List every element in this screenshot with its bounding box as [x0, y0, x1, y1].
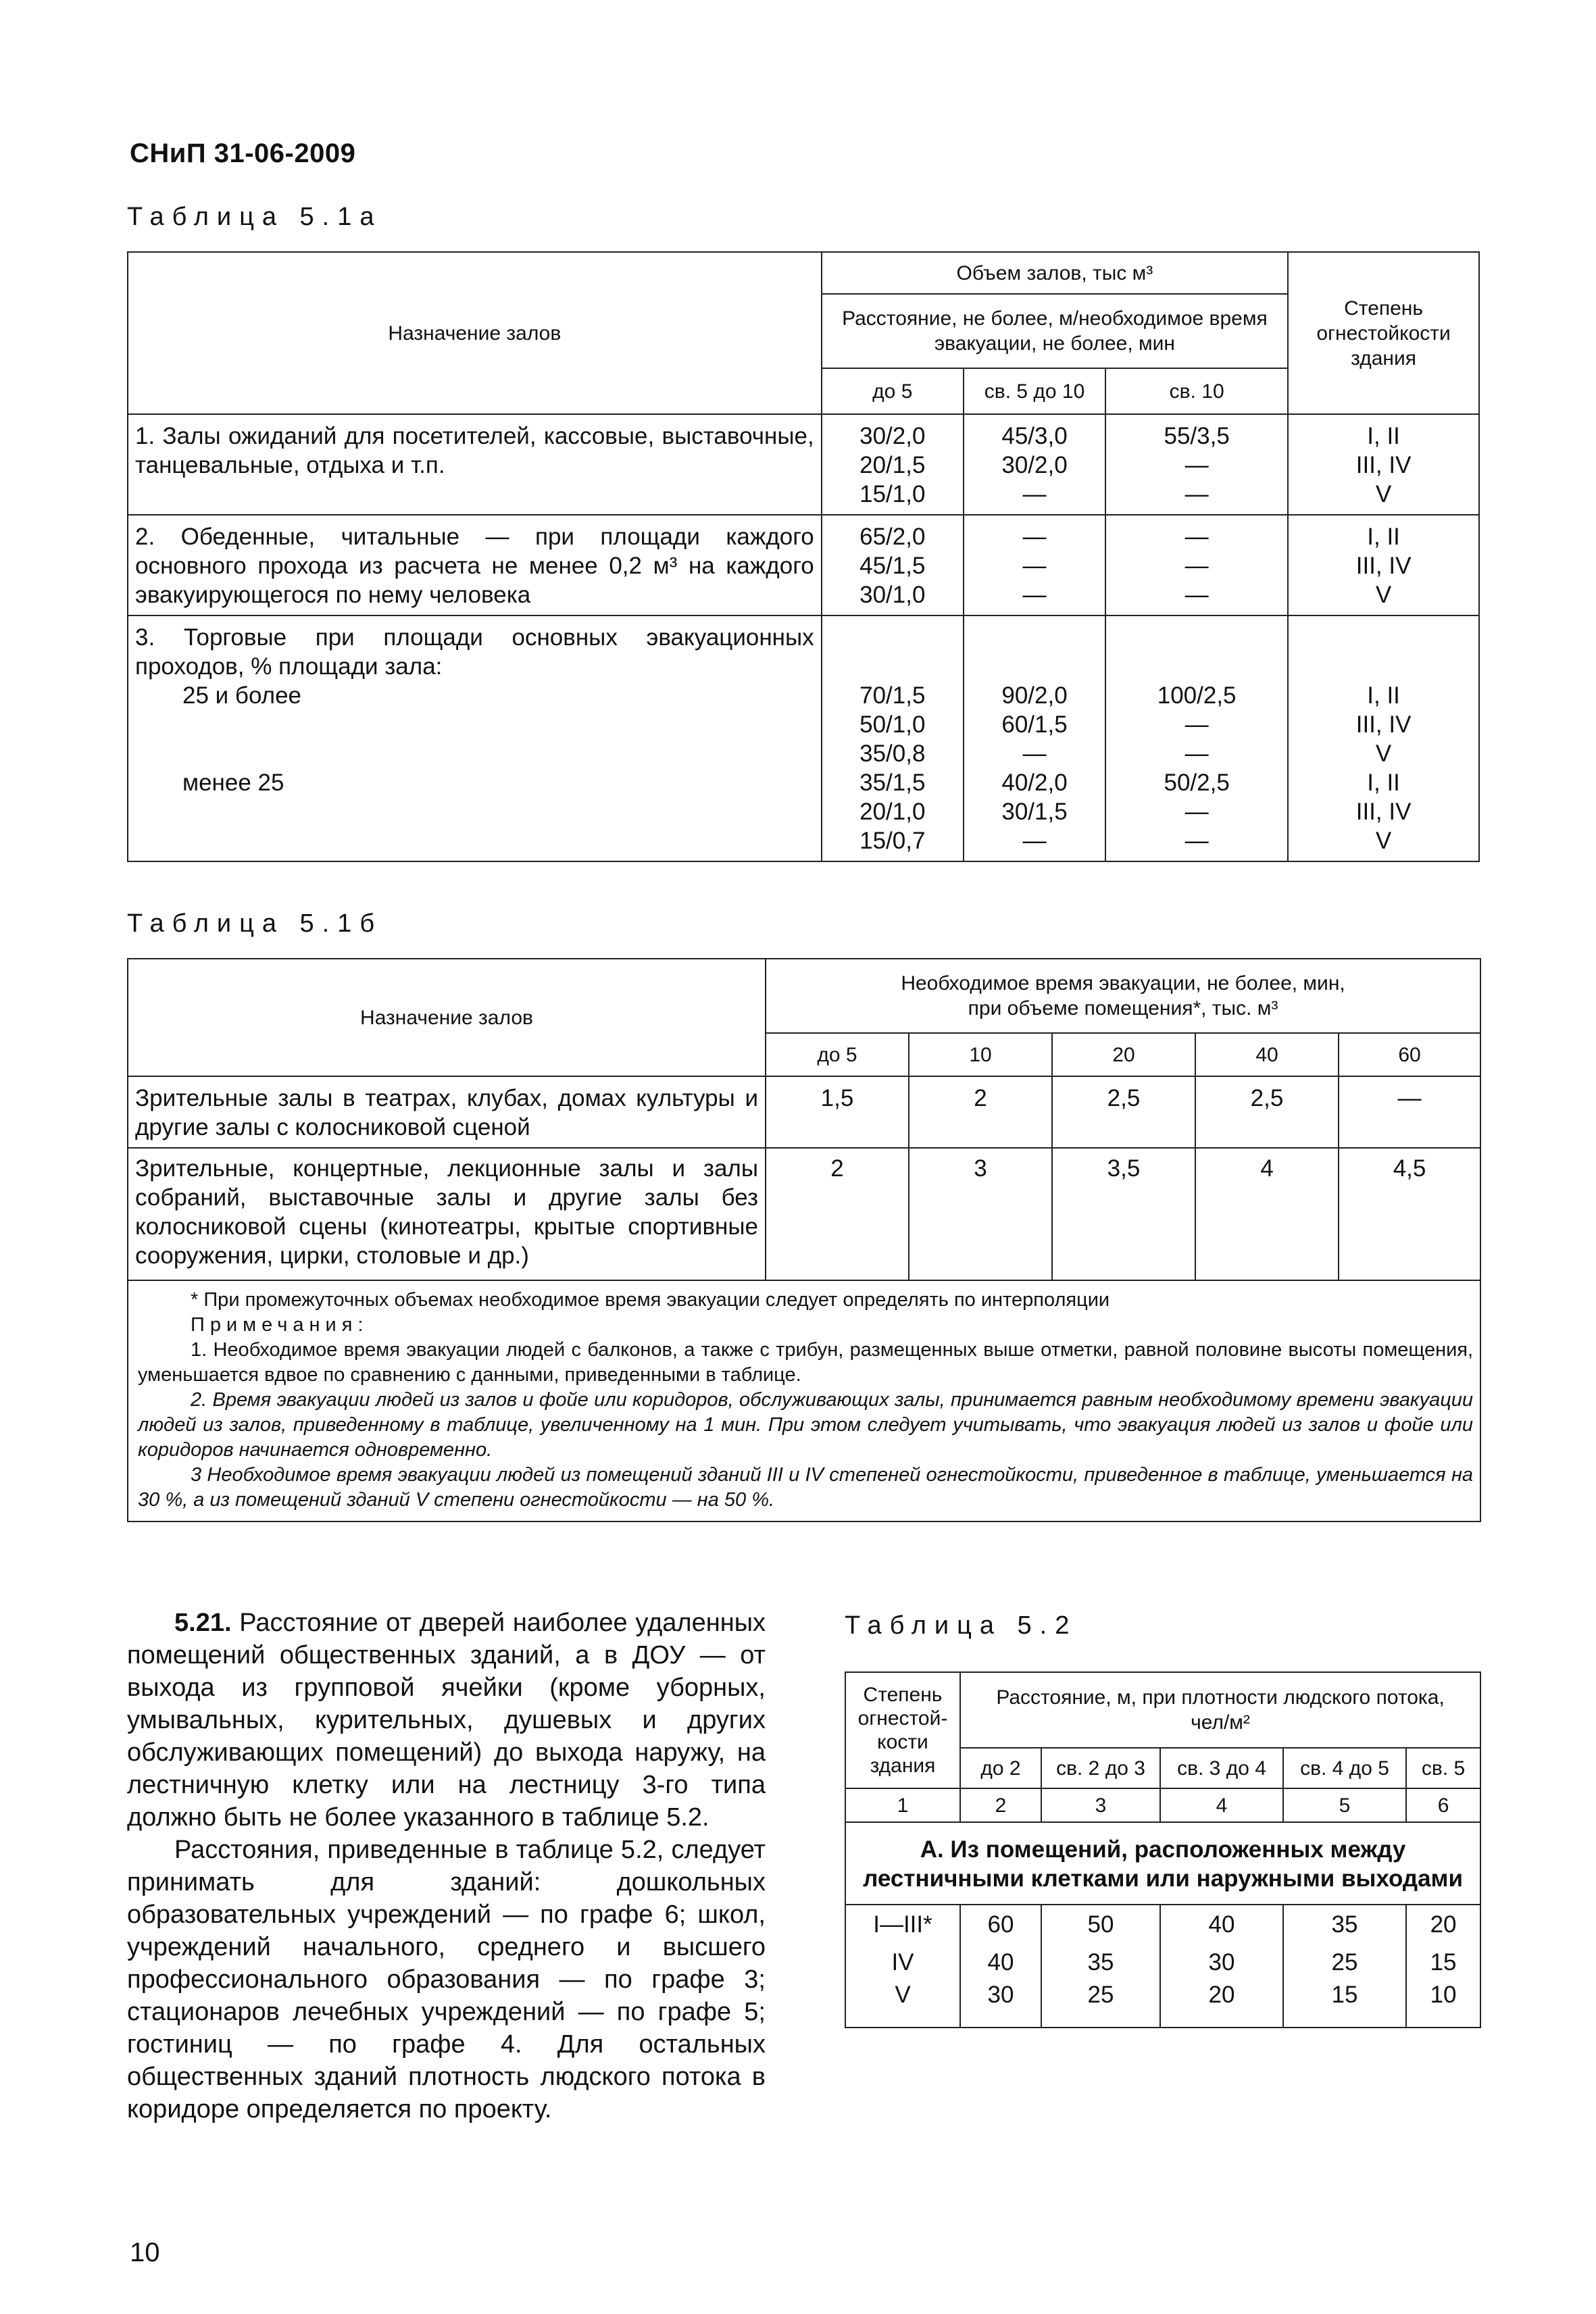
cell: 55/3,5 — —	[1105, 414, 1288, 515]
table-52-caption: Таблица 5.2	[845, 1611, 1078, 1640]
header-purpose: Назначение залов	[128, 252, 822, 414]
cell: 30	[960, 1980, 1041, 2028]
row-purpose: Зрительные залы в театрах, клубах, домах культуры и другие залы с колосниковой сценой	[128, 1076, 766, 1148]
footnote: * При промежуточных объемах необходимое время эвакуации следует определять по интерполяции	[191, 1289, 1110, 1311]
col-header: св. 5	[1406, 1748, 1480, 1788]
cell: I, II III, IV V	[1288, 515, 1479, 615]
cell: 10	[1406, 1980, 1480, 2028]
table-row	[128, 1076, 1480, 1148]
header-purpose: Назначение залов	[128, 959, 766, 1076]
col-header: до 5	[766, 1033, 909, 1076]
cell: 100/2,5 — — 50/2,5 — —	[1105, 615, 1288, 861]
cell: —	[1339, 1076, 1480, 1148]
cell: 2	[909, 1076, 1052, 1148]
row-purpose: 1. Залы ожиданий для посетителей, кассовые, выставочные, танцевальные, отдыха и т.п.	[128, 414, 822, 515]
col-header: до 5	[822, 368, 964, 414]
header-distance: Расстояние, м, при плотности людского потока, чел/м²	[960, 1672, 1480, 1748]
row-purpose-sub: 25 и более	[182, 682, 302, 709]
cell: I, II III, IV V	[1288, 414, 1479, 515]
row-degree: IV	[845, 1944, 960, 1980]
cell: — — —	[964, 515, 1105, 615]
header-distance: Расстояние, не более, м/необходимое время эвакуации, не более, мин	[822, 294, 1288, 368]
table-51a-caption: Таблица 5.1а	[127, 203, 382, 231]
col-number: 5	[1283, 1788, 1406, 1822]
cell: 30	[1160, 1944, 1283, 1980]
cell: 15	[1283, 1980, 1406, 2028]
header-degree: Степень огнестой-кости здания	[845, 1672, 960, 1788]
table-row	[845, 1905, 1480, 1944]
cell: 20	[1160, 1980, 1283, 2028]
cell: 65/2,0 45/1,5 30/1,0	[822, 515, 964, 615]
col-number: 2	[960, 1788, 1041, 1822]
cell: 25	[1283, 1944, 1406, 1980]
col-header: св. 3 до 4	[1160, 1748, 1283, 1788]
header-volume: Объем залов, тыс м³	[822, 252, 1288, 294]
note-1: 1. Необходимое время эвакуации людей с балконов, а также с трибун, размещенных выше отметки, равной половине высоты помещения, уменьшается вдвое по сравнению с данными, приведенными в таблице.	[138, 1339, 1474, 1386]
col-number: 4	[1160, 1788, 1283, 1822]
cell: 1,5	[766, 1076, 909, 1148]
col-header: 40	[1195, 1033, 1339, 1076]
notes-label: Примечания:	[191, 1314, 369, 1336]
table-notes	[128, 1280, 1480, 1521]
cell: 2	[766, 1148, 909, 1280]
cell: 4,5	[1339, 1148, 1480, 1280]
cell: 60	[960, 1905, 1041, 1944]
row-purpose-head: 3. Торговые при площади основных эвакуационных проходов, % площади зала:	[135, 624, 814, 680]
col-header: св. 10	[1105, 368, 1288, 414]
cell: 45/3,0 30/2,0 —	[964, 414, 1105, 515]
col-number: 3	[1041, 1788, 1160, 1822]
table-row	[845, 1944, 1480, 1980]
cell: 40	[960, 1944, 1041, 1980]
table-row	[845, 1980, 1480, 2028]
col-header: 60	[1339, 1033, 1480, 1076]
section-521	[127, 1607, 766, 2126]
cell: 35	[1041, 1944, 1160, 1980]
note-3: 3 Необходимое время эвакуации людей из помещений зданий III и IV степеней огнестойкости, приведенное в таблице, уменьшается на 30 %, а из помещений зданий V степени огнестойкости — на 50 %.	[138, 1464, 1474, 1511]
cell: 3,5	[1052, 1148, 1195, 1280]
cell: 40	[1160, 1905, 1283, 1944]
cell: 90/2,0 60/1,5 — 40/2,0 30/1,5 —	[964, 615, 1105, 861]
col-header: до 2	[960, 1748, 1041, 1788]
table-row	[128, 414, 1479, 515]
row-purpose-sub: менее 25	[182, 770, 284, 796]
cell: 3	[909, 1148, 1052, 1280]
table-51b-caption: Таблица 5.1б	[127, 909, 383, 938]
cell: 2,5	[1052, 1076, 1195, 1148]
cell: 4	[1195, 1148, 1339, 1280]
col-header: св. 5 до 10	[964, 368, 1105, 414]
cell: 2,5	[1195, 1076, 1339, 1148]
cell: I, II III, IV V I, II III, IV V	[1288, 615, 1479, 861]
col-number: 6	[1406, 1788, 1480, 1822]
col-header: св. 4 до 5	[1283, 1748, 1406, 1788]
row-degree: I—III*	[845, 1905, 960, 1944]
cell: 20	[1406, 1905, 1480, 1944]
header-degree: Степень огнестойкости здания	[1288, 252, 1479, 414]
row-degree: V	[845, 1980, 960, 2028]
table-51a	[127, 251, 1480, 862]
section-a-heading: А. Из помещений, расположенных между лестничными клетками или наружными выходами	[845, 1822, 1480, 1905]
row-purpose	[128, 615, 822, 861]
row-purpose: 2. Обеденные, читальные — при площади каждого основного прохода из расчета не менее 0,2 м³ на каждого эвакуирующегося по нему человека	[128, 515, 822, 615]
table-row	[128, 515, 1479, 615]
section-paragraph-2: Расстояния, приведенные в таблице 5.2, следует принимать для зданий: дошкольных образовательных учреждений — по графе 6; школ, учреждений начального, среднего и высшего профессионального образования — по графе 3; стационаров лечебных учреждений — по графе 5; гостиниц — по графе 4. Для остальных общественных зданий плотность людского потока в коридоре определяется по проекту.	[127, 1836, 766, 2123]
col-header: 10	[909, 1033, 1052, 1076]
table-row	[128, 615, 1479, 861]
cell: 70/1,5 50/1,0 35/0,8 35/1,5 20/1,0 15/0,7	[822, 615, 964, 861]
section-paragraph-1: Расстояние от дверей наиболее удаленных помещений общественных зданий, а в ДОУ — от выхода из групповой ячейки (кроме уборных, умывальных, курительных, душевых и других обслуживающих помещений) до выхода наружу, на лестничную клетку или на лестницу 3-го типа должно быть не более указанного в таблице 5.2.	[127, 1609, 766, 1832]
header-time: Необходимое время эвакуации, не более, мин, при объеме помещения*, тыс. м³	[766, 959, 1480, 1033]
cell: 15	[1406, 1944, 1480, 1980]
col-number: 1	[845, 1788, 960, 1822]
note-2: 2. Время эвакуации людей из залов и фойе или коридоров, обслуживающих залы, принимается равным необходимому времени эвакуации людей из залов, приведенному в таблице, увеличенному на 1 мин. При этом следует учитывать, что эвакуация людей из залов и фойе или коридоров начинается одновременно.	[138, 1389, 1474, 1461]
cell: 35	[1283, 1905, 1406, 1944]
document-code: СНиП 31-06-2009	[130, 139, 356, 168]
row-purpose: Зрительные, концертные, лекционные залы и залы собраний, выставочные залы и другие залы без колосниковой сцены (кинотеатры, крытые спортивные сооружения, цирки, столовые и др.)	[128, 1148, 766, 1280]
cell: — — —	[1105, 515, 1288, 615]
col-header: 20	[1052, 1033, 1195, 1076]
section-number: 5.21.	[174, 1609, 232, 1637]
table-51b	[127, 958, 1481, 1522]
table-52	[845, 1671, 1481, 2028]
cell: 25	[1041, 1980, 1160, 2028]
table-row	[128, 1148, 1480, 1280]
cell: 50	[1041, 1905, 1160, 1944]
page-number: 10	[130, 2238, 160, 2267]
col-header: св. 2 до 3	[1041, 1748, 1160, 1788]
cell: 30/2,0 20/1,5 15/1,0	[822, 414, 964, 515]
